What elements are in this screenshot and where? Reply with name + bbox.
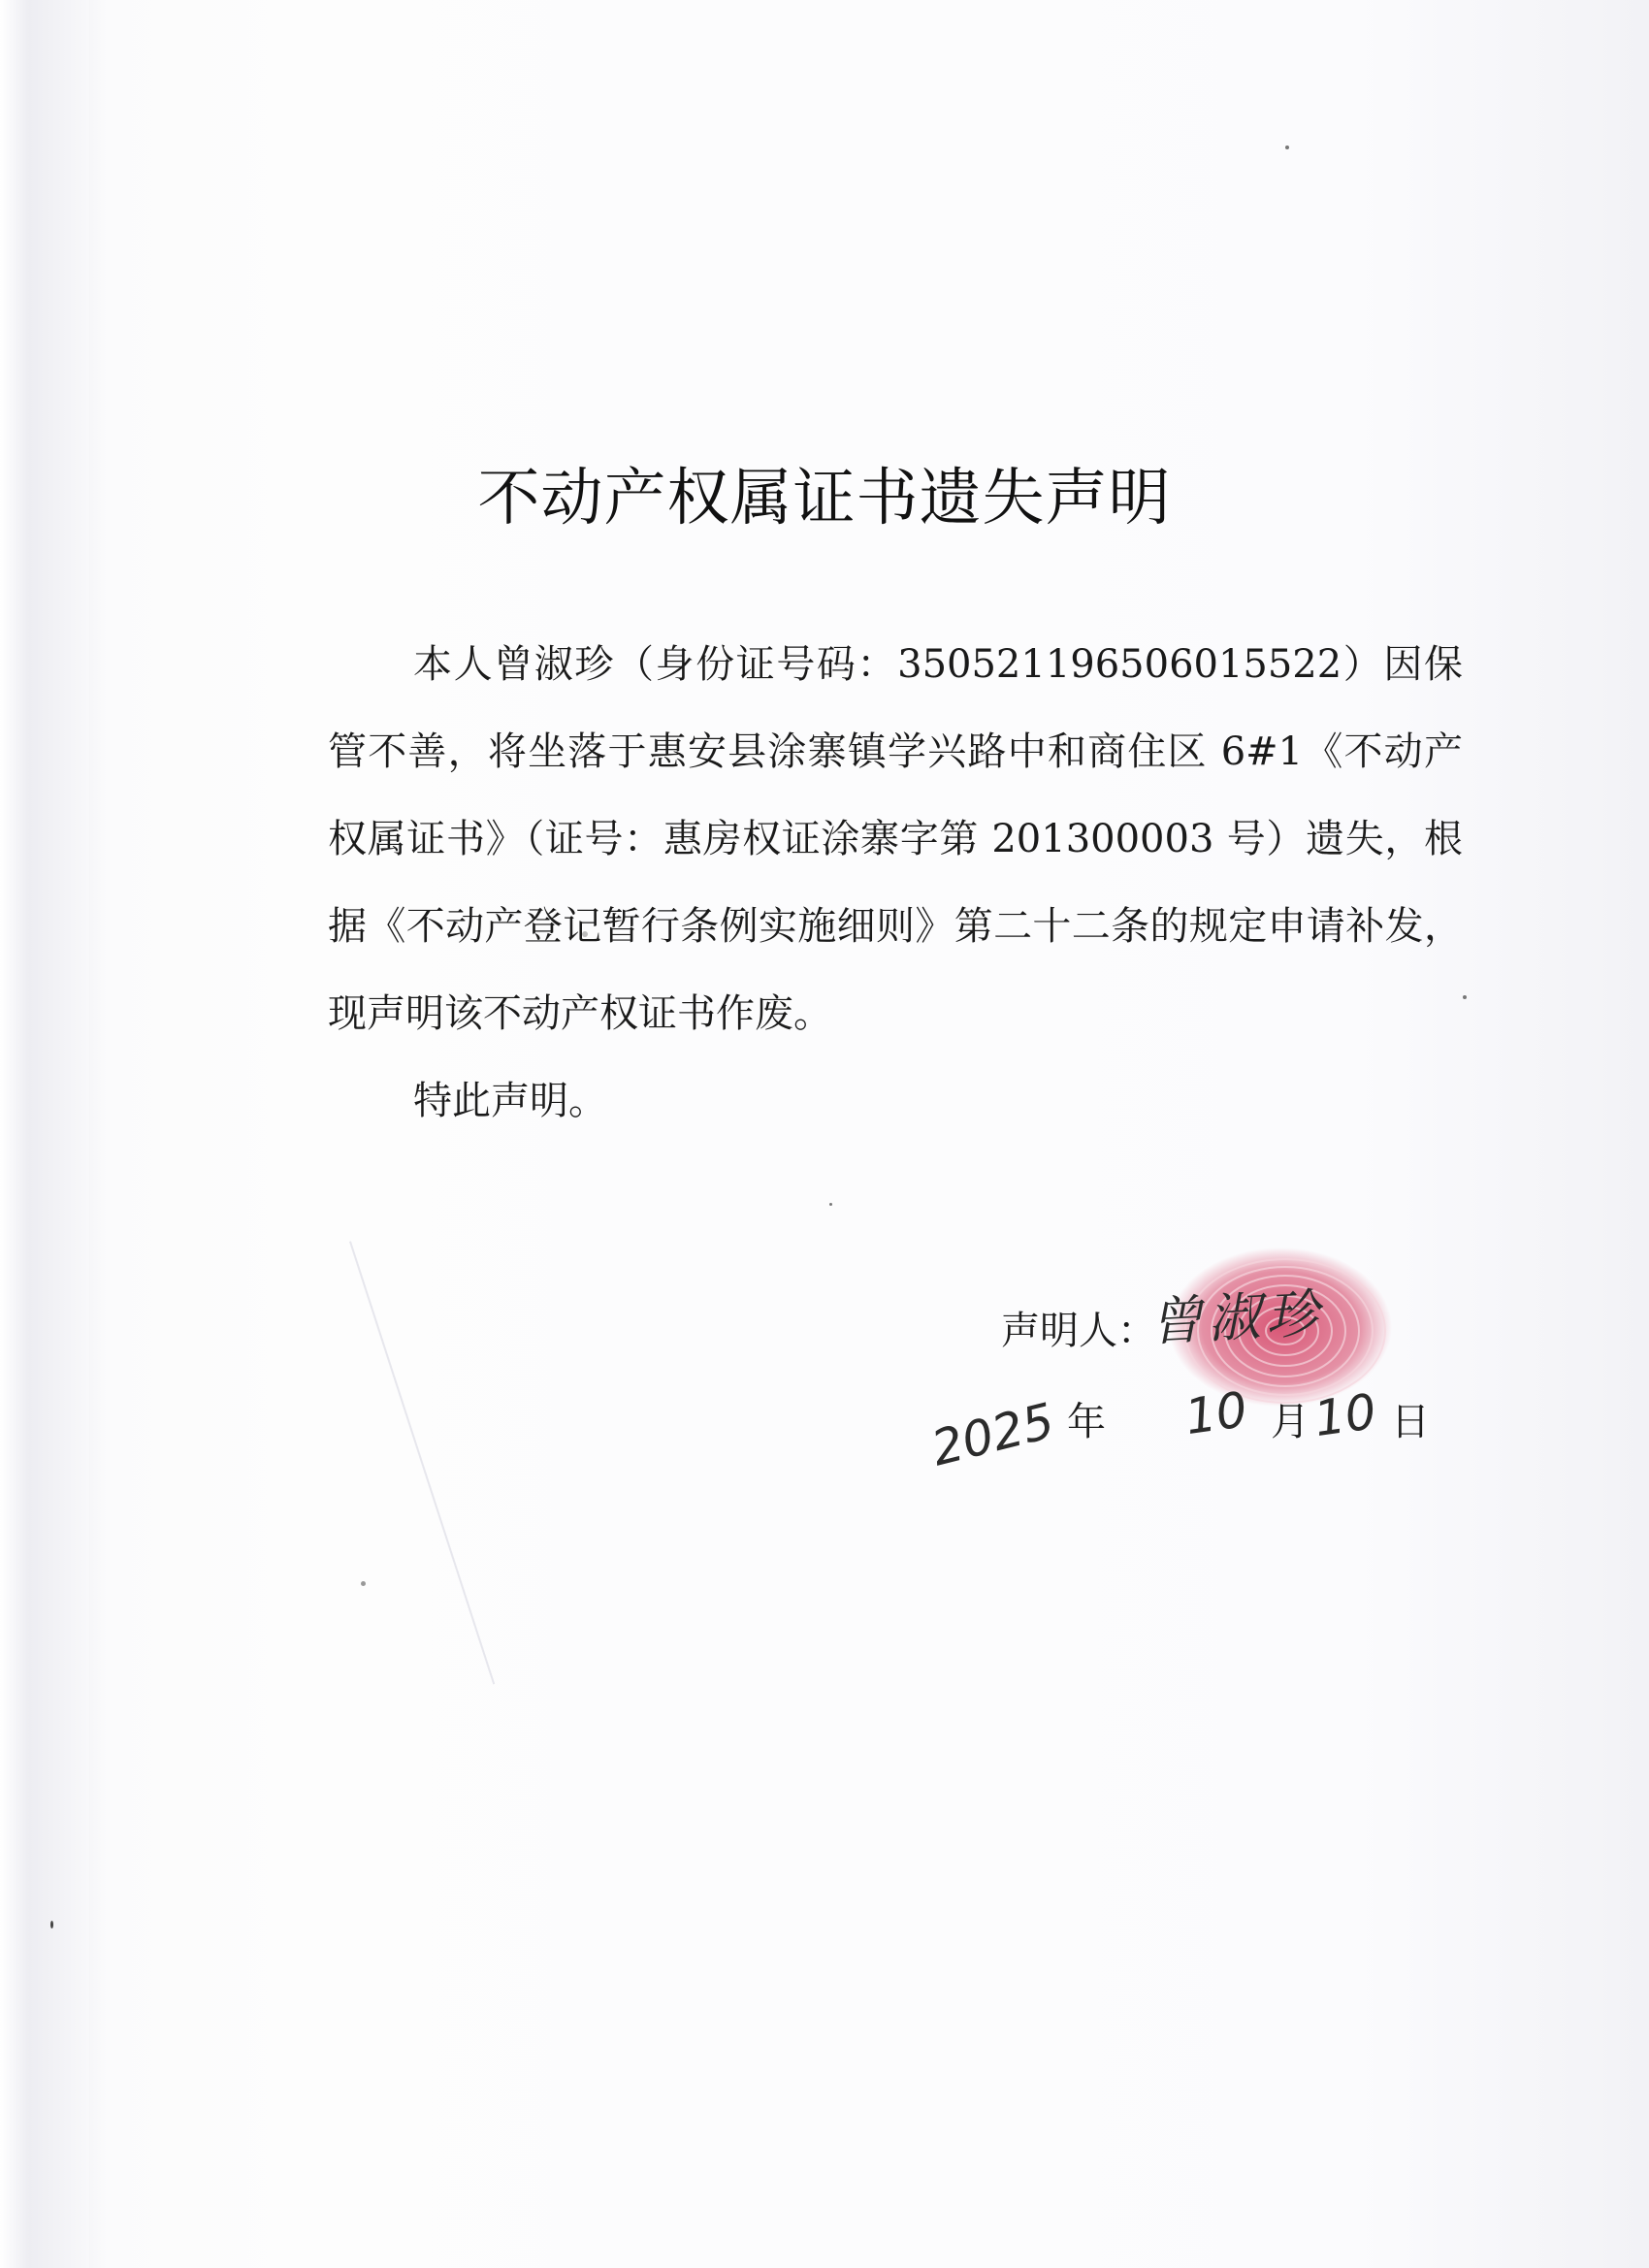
- declaration-paragraph: 本人曾淑珍（身份证号码：350521196506015522）因保管不善，将坐落于惠安县涂寨镇学兴路中和商住区 6#1《不动产权属证书》（证号：惠房权证涂寨字第 201300003 号）遗失，根据《不动产登记暂行条例实施细则》第二十二条的规定申请补发，现声明该不动产权证书作废。: [328, 642, 1463, 1036]
- dust-speck: [1285, 146, 1289, 149]
- handwritten-signature: 曾淑珍: [1148, 1282, 1326, 1353]
- date-year: 2025: [925, 1392, 1060, 1477]
- dust-speck: [50, 1921, 53, 1928]
- date-day-unit: 日: [1391, 1400, 1430, 1444]
- date-day: 10: [1310, 1382, 1380, 1448]
- dust-speck: [829, 1203, 832, 1206]
- declaration-date: [925, 1380, 1474, 1477]
- date-month-unit: 月: [1271, 1400, 1310, 1444]
- dust-speck: [1463, 995, 1467, 999]
- declaration-body: [328, 621, 1463, 1145]
- scan-edge: [0, 0, 89, 2268]
- date-month: 10: [1181, 1380, 1251, 1446]
- dust-speck: [361, 1581, 366, 1586]
- closing-statement: 特此声明。: [413, 1079, 607, 1123]
- page-title: 不动产权属证书遗失声明: [477, 463, 1172, 535]
- paper-crease: [349, 1175, 697, 1684]
- declarant-label: 声明人：: [1001, 1309, 1156, 1353]
- date-year-unit: 年: [1067, 1400, 1106, 1444]
